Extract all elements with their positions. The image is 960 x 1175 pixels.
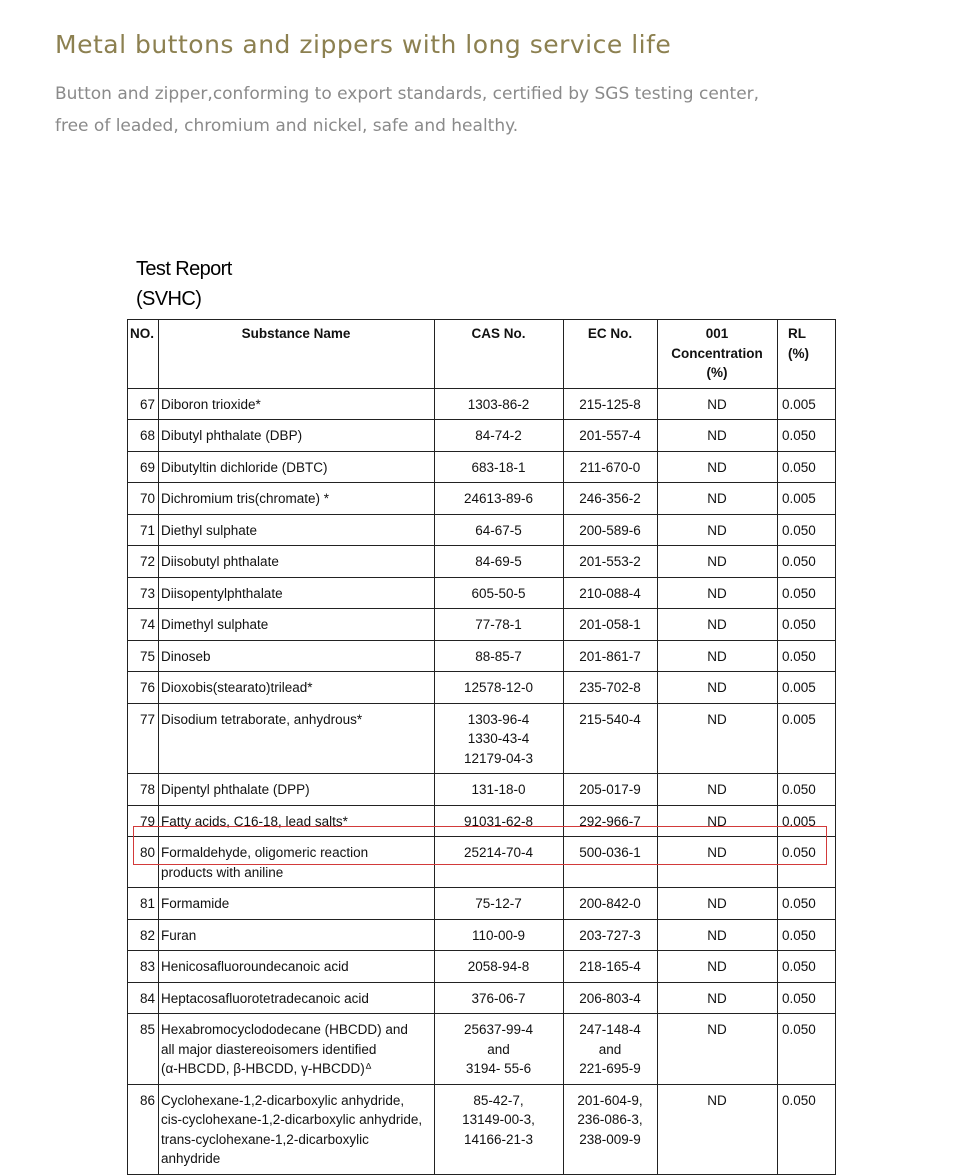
cell-substance-name: Dioxobis(stearato)trilead* <box>159 672 435 704</box>
subtitle-line-1: Button and zipper,conforming to export standards, certified by SGS testing center, <box>55 84 760 104</box>
cell-cas-no: 24613-89-6 <box>435 483 564 515</box>
cell-ec-no: 203-727-3 <box>564 919 658 951</box>
cell-ec-no: 201-058-1 <box>564 609 658 641</box>
cell-cas-no: 75-12-7 <box>435 888 564 920</box>
cell-concentration: ND <box>658 609 778 641</box>
cell-no: 86 <box>128 1084 159 1174</box>
cell-cas-no: 64-67-5 <box>435 514 564 546</box>
cell-no: 80 <box>128 837 159 888</box>
cell-concentration: ND <box>658 982 778 1014</box>
cell-no: 76 <box>128 672 159 704</box>
cell-rl: 0.050 <box>778 609 836 641</box>
cell-no: 69 <box>128 451 159 483</box>
cell-substance-name: Dibutyl phthalate (DBP) <box>159 420 435 452</box>
col-header-no: NO. <box>128 320 159 389</box>
cell-substance-name: Henicosafluoroundecanoic acid <box>159 951 435 983</box>
cell-rl: 0.005 <box>778 483 836 515</box>
cell-no: 83 <box>128 951 159 983</box>
cell-substance-name: Furan <box>159 919 435 951</box>
cell-concentration: ND <box>658 577 778 609</box>
cell-rl: 0.050 <box>778 888 836 920</box>
cell-substance-name: Disodium tetraborate, anhydrous* <box>159 703 435 774</box>
cell-cas-no: 605-50-5 <box>435 577 564 609</box>
cell-substance-name: Diboron trioxide* <box>159 388 435 420</box>
cell-no: 73 <box>128 577 159 609</box>
col-header-ec: EC No. <box>564 320 658 389</box>
cell-cas-no: 25214-70-4 <box>435 837 564 888</box>
cell-rl: 0.050 <box>778 982 836 1014</box>
cell-substance-name: Diethyl sulphate <box>159 514 435 546</box>
cell-substance-name: Dichromium tris(chromate) * <box>159 483 435 515</box>
cell-rl: 0.050 <box>778 640 836 672</box>
cell-concentration: ND <box>658 703 778 774</box>
col-header-concentration: 001 Concentration (%) <box>658 320 778 389</box>
cell-ec-no: 201-861-7 <box>564 640 658 672</box>
cell-rl: 0.050 <box>778 514 836 546</box>
cell-rl: 0.050 <box>778 420 836 452</box>
cell-substance-name: Cyclohexane-1,2-dicarboxylic anhydride, cis-cyclohexane-1,2-dicarboxylic anhydride, trans-cyclohexane-1,2-dicarboxylic anhydride <box>159 1084 435 1174</box>
cell-no: 72 <box>128 546 159 578</box>
cell-ec-no: 211-670-0 <box>564 451 658 483</box>
cell-concentration: ND <box>658 1014 778 1085</box>
table-row <box>128 388 836 420</box>
cell-cas-no: 84-74-2 <box>435 420 564 452</box>
cell-cas-no: 12578-12-0 <box>435 672 564 704</box>
cell-rl: 0.050 <box>778 451 836 483</box>
cell-cas-no: 683-18-1 <box>435 451 564 483</box>
col-header-rl: RL (%) <box>778 320 836 389</box>
cell-cas-no: 91031-62-8 <box>435 805 564 837</box>
cell-concentration: ND <box>658 640 778 672</box>
cell-concentration: ND <box>658 888 778 920</box>
table-row <box>128 577 836 609</box>
cell-substance-name: Dipentyl phthalate (DPP) <box>159 774 435 806</box>
report-subtitle: (SVHC) <box>136 288 202 310</box>
cell-substance-name: Dinoseb <box>159 640 435 672</box>
cell-substance-name: Hexabromocyclododecane (HBCDD) and all major diastereoisomers identified (α-HBCDD, β-HBCDD, γ-HBCDD)ᐞ <box>159 1014 435 1085</box>
cell-concentration: ND <box>658 837 778 888</box>
cell-rl: 0.005 <box>778 672 836 704</box>
cell-ec-no: 235-702-8 <box>564 672 658 704</box>
cell-rl: 0.050 <box>778 546 836 578</box>
cell-rl: 0.005 <box>778 805 836 837</box>
cell-ec-no: 215-125-8 <box>564 388 658 420</box>
cell-no: 75 <box>128 640 159 672</box>
cell-substance-name: Diisopentylphthalate <box>159 577 435 609</box>
table-row <box>128 1014 836 1085</box>
cell-concentration: ND <box>658 388 778 420</box>
cell-cas-no: 110-00-9 <box>435 919 564 951</box>
cell-substance-name: Dibutyltin dichloride (DBTC) <box>159 451 435 483</box>
table-row <box>128 483 836 515</box>
cell-ec-no: 210-088-4 <box>564 577 658 609</box>
cell-concentration: ND <box>658 546 778 578</box>
table-row <box>128 703 836 774</box>
table-row <box>128 514 836 546</box>
cell-rl: 0.050 <box>778 1014 836 1085</box>
cell-cas-no: 131-18-0 <box>435 774 564 806</box>
cell-ec-no: 215-540-4 <box>564 703 658 774</box>
cell-no: 67 <box>128 388 159 420</box>
cell-rl: 0.050 <box>778 837 836 888</box>
cell-rl: 0.050 <box>778 1084 836 1174</box>
cell-cas-no: 1303-86-2 <box>435 388 564 420</box>
cell-substance-name: Dimethyl sulphate <box>159 609 435 641</box>
cell-no: 71 <box>128 514 159 546</box>
cell-no: 79 <box>128 805 159 837</box>
table-row <box>128 837 836 888</box>
table-row <box>128 451 836 483</box>
table-row <box>128 888 836 920</box>
table-row <box>128 640 836 672</box>
cell-ec-no: 205-017-9 <box>564 774 658 806</box>
table-row <box>128 420 836 452</box>
cell-ec-no: 247-148-4 and 221-695-9 <box>564 1014 658 1085</box>
cell-concentration: ND <box>658 483 778 515</box>
cell-ec-no: 201-553-2 <box>564 546 658 578</box>
report-heading <box>136 254 232 314</box>
cell-rl: 0.050 <box>778 951 836 983</box>
table-row <box>128 919 836 951</box>
cell-ec-no: 201-604-9, 236-086-3, 238-009-9 <box>564 1084 658 1174</box>
cell-rl: 0.005 <box>778 388 836 420</box>
cell-substance-name: Formamide <box>159 888 435 920</box>
cell-cas-no: 77-78-1 <box>435 609 564 641</box>
table-body <box>128 388 836 1174</box>
cell-ec-no: 292-966-7 <box>564 805 658 837</box>
cell-ec-no: 200-842-0 <box>564 888 658 920</box>
cell-rl: 0.050 <box>778 774 836 806</box>
page-title: Metal buttons and zippers with long service life <box>55 30 672 59</box>
cell-no: 77 <box>128 703 159 774</box>
cell-ec-no: 246-356-2 <box>564 483 658 515</box>
cell-no: 82 <box>128 919 159 951</box>
cell-concentration: ND <box>658 420 778 452</box>
table-row <box>128 546 836 578</box>
cell-cas-no: 88-85-7 <box>435 640 564 672</box>
cell-cas-no: 1303-96-4 1330-43-4 12179-04-3 <box>435 703 564 774</box>
table-row <box>128 951 836 983</box>
cell-no: 78 <box>128 774 159 806</box>
cell-rl: 0.005 <box>778 703 836 774</box>
cell-concentration: ND <box>658 951 778 983</box>
cell-ec-no: 218-165-4 <box>564 951 658 983</box>
cell-cas-no: 376-06-7 <box>435 982 564 1014</box>
cell-cas-no: 84-69-5 <box>435 546 564 578</box>
table-row <box>128 609 836 641</box>
report-title: Test Report <box>136 258 232 280</box>
page-subtitle <box>55 78 855 142</box>
cell-ec-no: 206-803-4 <box>564 982 658 1014</box>
cell-cas-no: 25637-99-4 and 3194- 55-6 <box>435 1014 564 1085</box>
cell-concentration: ND <box>658 805 778 837</box>
cell-rl: 0.050 <box>778 577 836 609</box>
cell-no: 85 <box>128 1014 159 1085</box>
cell-cas-no: 2058-94-8 <box>435 951 564 983</box>
cell-concentration: ND <box>658 514 778 546</box>
cell-concentration: ND <box>658 774 778 806</box>
cell-cas-no: 85-42-7, 13149-00-3, 14166-21-3 <box>435 1084 564 1174</box>
cell-ec-no: 201-557-4 <box>564 420 658 452</box>
cell-concentration: ND <box>658 919 778 951</box>
cell-substance-name: Diisobutyl phthalate <box>159 546 435 578</box>
cell-substance-name: Fatty acids, C16-18, lead salts* <box>159 805 435 837</box>
cell-concentration: ND <box>658 1084 778 1174</box>
cell-substance-name: Heptacosafluorotetradecanoic acid <box>159 982 435 1014</box>
col-header-substance: Substance Name <box>159 320 435 389</box>
subtitle-line-2: free of leaded, chromium and nickel, safe and healthy. <box>55 116 519 136</box>
table-row <box>128 805 836 837</box>
cell-substance-name: Formaldehyde, oligomeric reaction products with aniline <box>159 837 435 888</box>
cell-concentration: ND <box>658 672 778 704</box>
table-row <box>128 774 836 806</box>
cell-concentration: ND <box>658 451 778 483</box>
cell-rl: 0.050 <box>778 919 836 951</box>
table-header-row <box>128 320 836 389</box>
svhc-table <box>127 319 836 1175</box>
cell-no: 84 <box>128 982 159 1014</box>
cell-no: 68 <box>128 420 159 452</box>
table-row <box>128 982 836 1014</box>
cell-no: 70 <box>128 483 159 515</box>
table-row <box>128 1084 836 1174</box>
table-row <box>128 672 836 704</box>
cell-ec-no: 200-589-6 <box>564 514 658 546</box>
cell-no: 81 <box>128 888 159 920</box>
cell-no: 74 <box>128 609 159 641</box>
cell-ec-no: 500-036-1 <box>564 837 658 888</box>
col-header-cas: CAS No. <box>435 320 564 389</box>
